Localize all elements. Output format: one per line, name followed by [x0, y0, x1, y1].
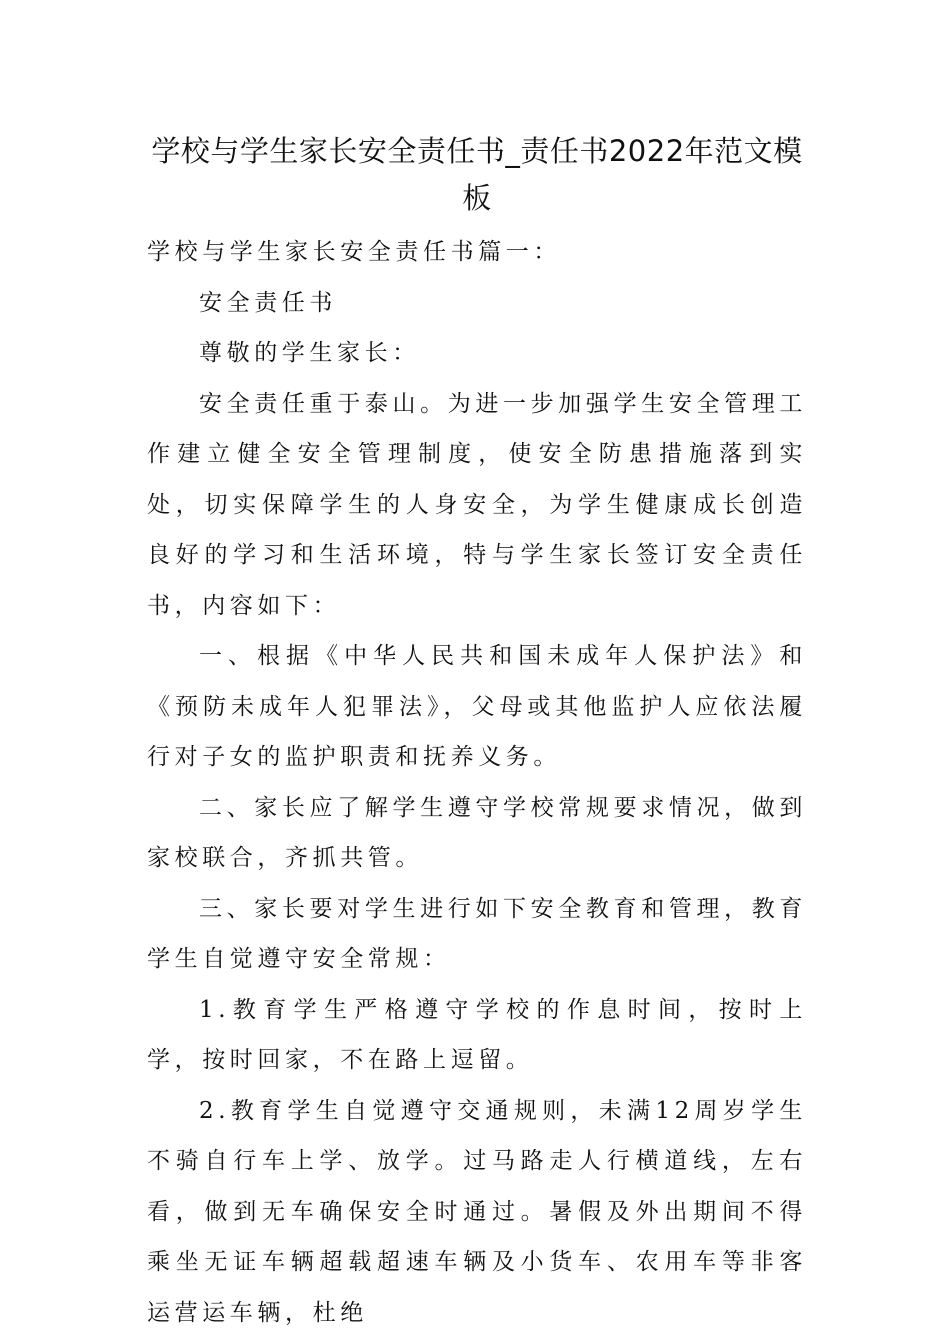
document-body [147, 227, 807, 1338]
salutation: 尊敬的学生家长： [199, 340, 420, 366]
intro-paragraph: 安全责任重于泰山。为进一步加强学生安全管理工作建立健全安全管理制度，使安全防患措施落到实处，切实保障学生的人身安全，为学生健康成长创造良好的学习和生活环境，特与学生家长签订安全责任书，内容如下： [147, 390, 807, 619]
letter-heading: 安全责任书 [199, 289, 337, 316]
clause-three: 三、家长要对学生进行如下安全教育和管理，教育学生自觉遵守安全常规： [147, 895, 807, 972]
document-title: 学校与学生家长安全责任书_责任书2022年范文模板 [151, 134, 803, 215]
clause-one: 一、根据《中华人民共和国未成年人保护法》和《预防未成年人犯罪法》，父母或其他监护人应依法履行对子女的监护职责和抚养义务。 [147, 643, 807, 770]
section-heading: 学校与学生家长安全责任书篇一： [147, 239, 561, 265]
item-two: 2.教育学生自觉遵守交通规则，未满12周岁学生不骑自行车上学、放学。过马路走人行横道线，左右看，做到无车确保安全时通过。暑假及外出期间不得乘坐无证车辆超载超速车辆及小货车、农用车等非客运营运车辆，杜绝 [147, 1097, 807, 1326]
clause-two: 二、家长应了解学生遵守学校常规要求情况，做到家校联合，齐抓共管。 [147, 794, 807, 871]
item-one: 1.教育学生严格遵守学校的作息时间，按时上学，按时回家，不在路上逗留。 [147, 996, 807, 1073]
